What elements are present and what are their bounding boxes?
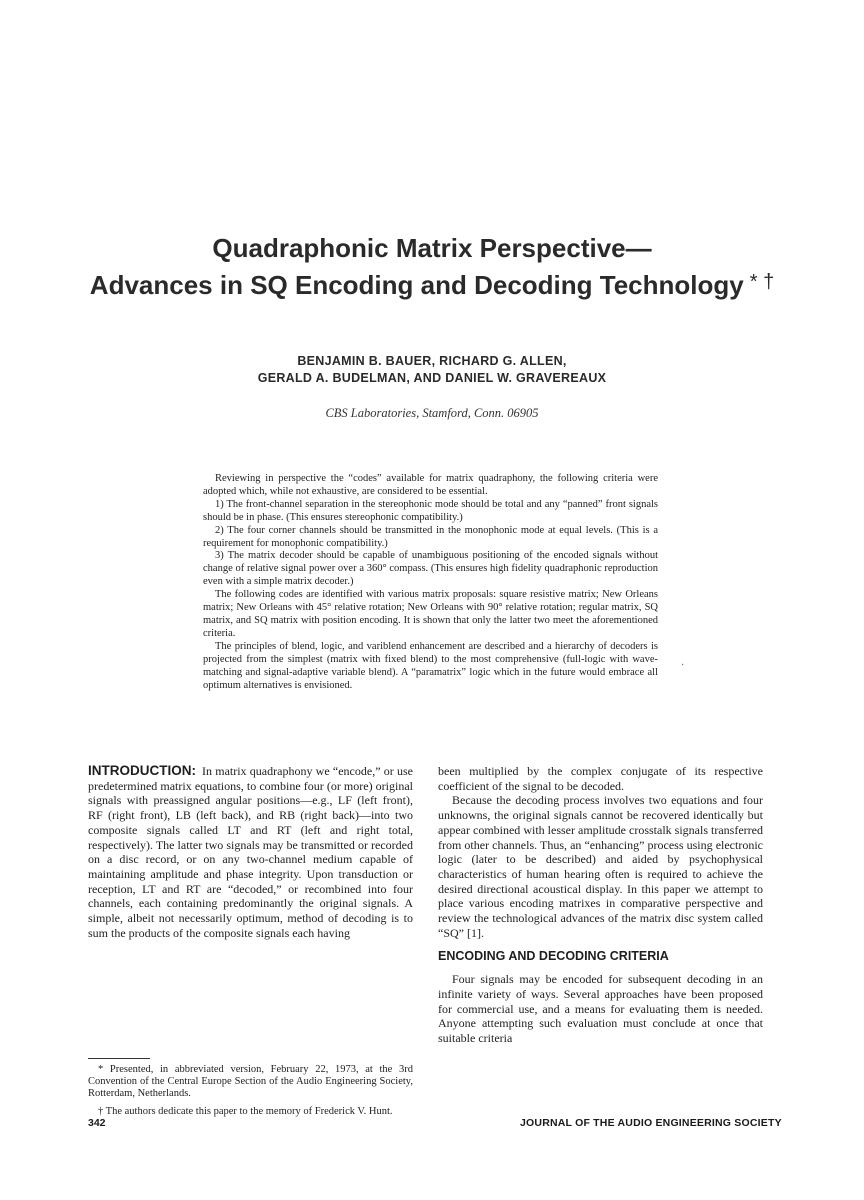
journal-name: JOURNAL OF THE AUDIO ENGINEERING SOCIETY — [520, 1117, 782, 1129]
title-line-2 — [0, 270, 864, 301]
abstract-paragraph: 2) The four corner channels should be transmitted in the monophonic mode at equal levels. (This is a requirement for monophonic compatibility.) — [203, 524, 658, 549]
title-line-2-text: Advances in SQ Encoding and Decoding Technology — [89, 270, 744, 300]
page-number: 342 — [88, 1117, 106, 1129]
abstract-paragraph: Reviewing in perspective the “codes” available for matrix quadraphony, the following criteria were adopted which, while not exhaustive, are considered to be essential. — [203, 473, 658, 497]
stray-mark: · — [681, 660, 685, 671]
authors-line-1: BENJAMIN B. BAUER, RICHARD G. ALLEN, — [297, 354, 567, 368]
footnote: * Presented, in abbreviated version, February 22, 1973, at the 3rd Convention of the Central Europe Section of the Audio Engineering Society, Rotterdam, Netherlands. — [88, 1064, 413, 1100]
footnotes — [88, 1064, 413, 1123]
introduction-paragraph — [88, 764, 413, 940]
section-heading: ENCODING AND DECODING CRITERIA — [438, 949, 669, 964]
footnote: † The authors dedicate this paper to the memory of Frederick V. Hunt. — [98, 1105, 393, 1117]
introduction-text: In matrix quadraphony we “encode,” or use predetermined matrix equations, to combine four (or more) original signals with preassigned angular positions—e.g., LF (left front), RF (right front), LB (left back), and RB (right back)—into two composite signals called LT and RT (left and right total, respectively). The latter two signals may be transmitted or recorded on a disc record, or on any two-channel medium capable of maintaining amplitude and phase integrity. Upon transduction or reception, LT and RT are “decoded,” or recombined into four channels, each containing predominantly the original signals. A simple, albeit not necessarily optimum, method of decoding is to sum the products of the composite signals each having — [88, 764, 413, 940]
right-column — [438, 764, 763, 1046]
abstract-paragraph: 1) The front-channel separation in the stereophonic mode should be total and any “panned” front signals should be in phase. (This ensures stereophonic compatibility.) — [203, 498, 658, 523]
authors-line-2: GERALD A. BUDELMAN, AND DANIEL W. GRAVEREAUX — [257, 371, 607, 385]
title-line-1: Quadraphonic Matrix Perspective— — [212, 233, 652, 263]
abstract-paragraph: 3) The matrix decoder should be capable of unambiguous positioning of the encoded signals without change of relative signal power over a 360° compass. (This ensures high fidelity quadraphonic reproduction even with a simple matrix decoder.) — [203, 550, 658, 588]
body-paragraph: been multiplied by the complex conjugate of its respective coefficient of the signal to be decoded. — [438, 764, 763, 793]
left-column — [88, 764, 413, 940]
body-paragraph: Because the decoding process involves two equations and four unknowns, the original signals cannot be recovered identically but appear combined with lesser amplitude crosstalk signals transferred from other channels. Thus, an “enhancing” process using electronic logic (later to be described) and aided by psychophysical characteristics of human hearing often is required to achieve the desired directional acoustical display. In this paper we attempt to place various encoding matrixes in comparative perspective and review the technological advances of the matrix disc system called “SQ” [1]. — [438, 793, 763, 940]
abstract-paragraph: The principles of blend, logic, and variblend enhancement are described and a hierarchy of decoders is projected from the simplest (matrix with fixed blend) to the most comprehensive (full-logic with wave-matching and signal-adaptive variable blend). A “paramatrix” logic which in the future would embrace all optimum alternatives is envisioned. — [203, 640, 658, 691]
affiliation: CBS Laboratories, Stamford, Conn. 06905 — [325, 406, 539, 420]
body-paragraph: Four signals may be encoded for subsequent decoding in an infinite variety of ways. Several approaches have been proposed for commercial use, and a means for evaluating them is needed. Anyone attempting such evaluation must conclude at once that suitable criteria — [438, 972, 763, 1045]
introduction-heading: INTRODUCTION: — [88, 763, 196, 778]
footnote-rule — [88, 1058, 150, 1059]
abstract-paragraph: The following codes are identified with various matrix proposals: square resistive matrix; New Orleans matrix; New Orleans with 45° relative rotation; New Orleans with 90° relative rotation; regular matrix, SQ matrix, and SQ matrix with position encoding. It is shown that only the latter two meet the aforementioned criteria. — [203, 589, 658, 639]
title-footnote-marks: * † — [749, 271, 775, 293]
abstract — [203, 473, 658, 692]
